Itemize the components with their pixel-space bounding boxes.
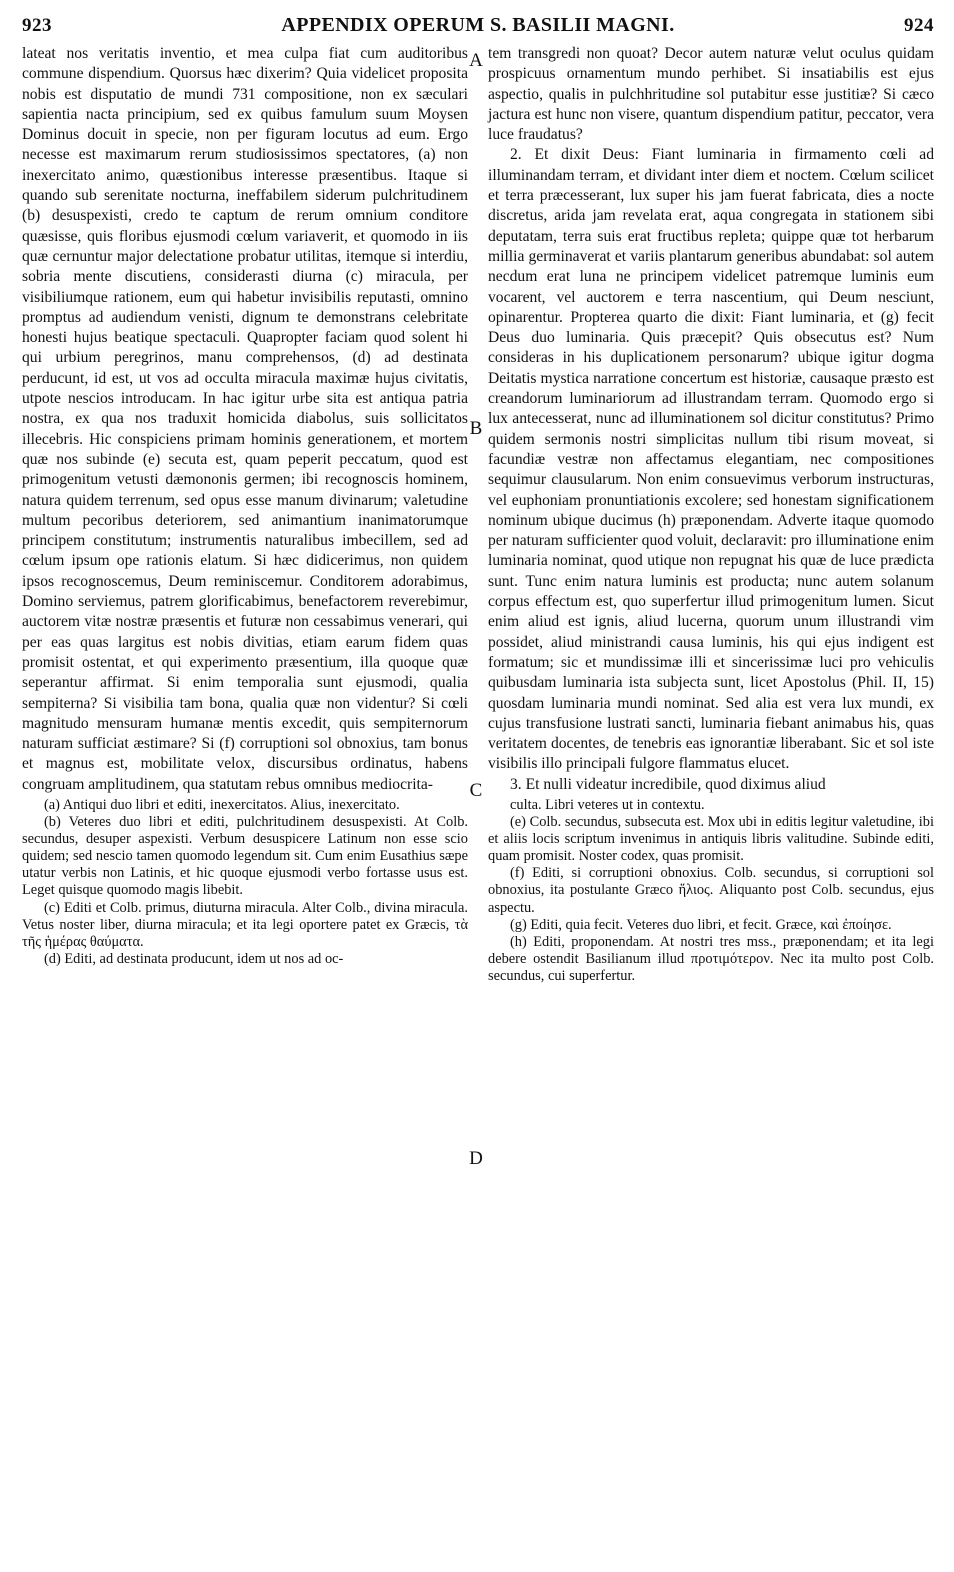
footnote-a: (a) Antiqui duo libri et editi, inexercitatos. Alius, inexercitato. <box>44 796 400 813</box>
section-marker-d: D <box>469 1148 483 1169</box>
footnote-h: (h) Editi, proponendam. At nostri tres mss., præponendam; et ita legi debere ostendit Basilianum illud προτιμότερον. Nec ita multo post Colb. secundus, cui superfertur. <box>488 933 934 984</box>
footnote-c: (c) Editi et Colb. primus, diuturna miracula. Alter Colb., divina miracula. Vetus noster liber, diurna miracula; et ita legi oportere patet ex Græcis, τὰ τῆς ἡμέρας θαύματα. <box>22 899 468 950</box>
two-column-body <box>22 44 934 985</box>
running-title: APPENDIX OPERUM S. BASILII MAGNI. <box>281 14 675 36</box>
left-column <box>22 44 468 985</box>
footnote-b: (b) Veteres duo libri et editi, pulchritudinem desuspexisti. At Colb. secundus, desuper aspexisti. Verbum desuspicere Latinum non esse scio quidem; sed nescio tamen quomodo legendum sit. Cum enim Eusathius sæpe utatur verbis non Latinis, et hic quoque ejusmodi verbo fortasse usus est. Leget quisque quomodo magis libebit. <box>22 814 468 899</box>
right-footnotes <box>488 797 934 985</box>
section-marker-a: A <box>469 50 483 71</box>
right-column <box>488 44 934 985</box>
footnote-d-continued: culta. Libri veteres ut in contextu. <box>510 796 705 813</box>
section-marker-b: B <box>469 418 483 439</box>
left-page-number: 923 <box>22 15 52 36</box>
right-body-paragraph-2: 2. Et dixit Deus: Fiant luminaria in firmamento cœli ad illuminandam terram, et dividant inter diem et noctem. Cœlum scilicet et terra præcesserant, lux super his jam fuerat fabricata, dies a nocte discretus, arida jam revelata erat, aqua congregata in stationem sibi deputatam, terra suis erat fructibus repleta; quippe quæ tot herbarum millia germinaverat et variis plantarum generibus abundabat: sol autem necdum erat luna ne principem videlicet patremque luminis eum vocarent, vel auctorem e terra nascentium, qui Deum nesciunt, opinarentur. Propterea quarto die dixit: Fiant luminaria, et (g) fecit Deus duo luminaria. Quis præcepit? Quis obsecutus est? Num consideras in his duplicationem personarum? ubique igitur dogma Deitatis mystica narratione concertum est historiæ, causaque præsto est creandorum luminariorum ad illustrandam terram. Quomodo ergo si lux antecesserat, nunc ad illuminationem sol dicitur constitutus? Primo quidem sermonis nostri simplicitas nullum tibi risum moveat, si facundiæ vestræ non affectamus elegantiam, nec compositiones sequimur clausularum. Non enim consuevimus verborum instructuras, vel euphoniam pronuntiationis excolere; sed honestam significationem nominum ubique ducimus (h) præponendam. Adverte itaque quomodo per naturam sufficienter quod voluit, declaravit: pro illuminatione enim luminaria nominat, quod utique non repugnat his quæ de luce prædicta sunt. Tunc enim natura luminis est producta; nunc autem solanum corpus effectum est, quo superfertur illud primogenitum lumen. Sicut enim aliud est ignis, aliud lucerna, quorum unum illustrandi vim possidet, aliud ministrandi causa luminis, his qui ejus indigent est formatum; sic et mundissimæ illi et sincerissimæ luci pro vehiculis quibusdam luminaria ista subjecta sunt, licet Apostolus (Phil. II, 15) quosdam luminaria mundi nominat. Sed alia est vera lux mundi, ex cujus transfusione lustrati sancti, luminaria fiebant animabus his, quas veritatem docentes, de tenebris eas ignorantiæ liberabant. Sic et sol iste visibilis illo principali fulgore flammatus elucet. <box>488 146 934 773</box>
footnote-e: (e) Colb. secundus, subsecuta est. Mox ubi in editis legitur valetudine, ibi et aliis locis scriptum invenimus in antiquis libris valitudine. Subinde editi, quam promisit. Noster codex, quas promisit. <box>488 814 934 865</box>
footnote-g: (g) Editi, quia fecit. Veteres duo libri, et fecit. Græce, καὶ ἐποίησε. <box>510 916 892 933</box>
section-marker-c: C <box>469 780 483 801</box>
right-body-paragraph-3: 3. Et nulli videatur incredibile, quod diximus aliud <box>510 775 826 793</box>
running-header <box>22 14 934 40</box>
footnote-f: (f) Editi, si corruptioni obnoxius. Colb. secundus, si corruptioni sol obnoxius, ita postulante Græco ἥλιος. Aliquanto post Colb. secundus, ejus aspectu. <box>488 865 934 916</box>
left-body-paragraph: lateat nos veritatis inventio, et mea culpa fiat cum auditoribus commune dispendium. Quorsus hæc dixerim? Quia videlicet proposita nobis est disputatio de mundi 731 compositione, non ex sæculari sapientia nacta principium, sed ex quibus famulum suum Moysen Dominus docuit in specie, non per figuram locutus ad eum. Ergo necesse est maximarum rerum studiosissimos spectatores, (a) non inexercitato animo, quæstionibus interesse præsentibus. Itaque si quando sub serenitate nocturna, ineffabilem siderum pulchritudinem (b) desuspexisti, credo te captum de rerum omnium conditore quæsisse, quis floribus ejusmodi cœlum variaverit, et quomodo in iis quæ cernuntur major delectatione probatur utilitas, itemque si interdiu, sobria mente discutiens, considerasti diurna (c) miracula, per visibiliumque rationem, eum qui habetur invisibilis reputasti, omnino promptus ad audiendum venisti, dignum te demonstrans celebritate honesti hujus beatique spectaculi. Quapropter faciam quod solent hi qui urbium peregrinos, manu comprehensos, (d) ad destinata perducunt, id est, ut vos ad occulta miracula maximæ hujus civitatis, utpote nescios introducam. In hac igitur urbe sita est antiqua patria nostra, ex qua nos traduxit homicida diabolus, suis sollicitatos illecebris. Hic conspiciens primam hominis generationem, et mortem quæ nos subinde (e) secuta est, quam peperit peccatum, quod est primogenitum vetusti dæmononis germen; ibi recognoscis hominem, natura quidem terrenum, sed opus esse manum divinarum; valetudine multum pecoribus deteriorem, sed animantium inanimatorumque principem constitutum; instrumentis naturalibus imbecillem, sed ad cœlum ipsum ope rationis elatum. Si hæc didicerimus, non quidem ipsos recognoscemus, Deum reminiscemur. Conditorem adorabimus, Domino serviemus, patrem glorificabimus, benefactorem reverebimur, auctorem vitæ nostræ præsentis et futuræ non cessabimus venerari, qui per eas quas largitus est nobis divitias, etiam earum fidem quas promisit ostentat, et qui experimento præsentium, illa quoque quæ seperantur affirmat. Si enim temporalia sunt ejusmodi, qualia sempiterna? Si visibilia tam bona, qualia quæ non videntur? Si cœli magnitudo mensuram humanæ mentis excedit, quis sempiternorum naturam sufficiat æstimare? Si (f) corruptioni sol obnoxius, tam bonus et magnus est, mobilitate velox, discursibus ordinatus, habens congruam amplitudinem, qua statutam rebus omnibus mediocrita- <box>22 45 468 793</box>
right-body-paragraph-1: tem transgredi non quoat? Decor autem naturæ velut oculus quidam prospicuus ornamentum mundo perhibet. Si insatiabilis est ejus aspectio, qualis in pulchhritudine sol putabitur esse justitiæ? Si cæco jactura est hunc non visere, quantum dispendium patitur, peccator, vera luce fraudatus? <box>488 45 934 144</box>
left-footnotes <box>22 797 468 968</box>
footnote-d: (d) Editi, ad destinata producunt, idem ut nos ad oc- <box>44 950 344 967</box>
right-page-number: 924 <box>903 15 934 36</box>
